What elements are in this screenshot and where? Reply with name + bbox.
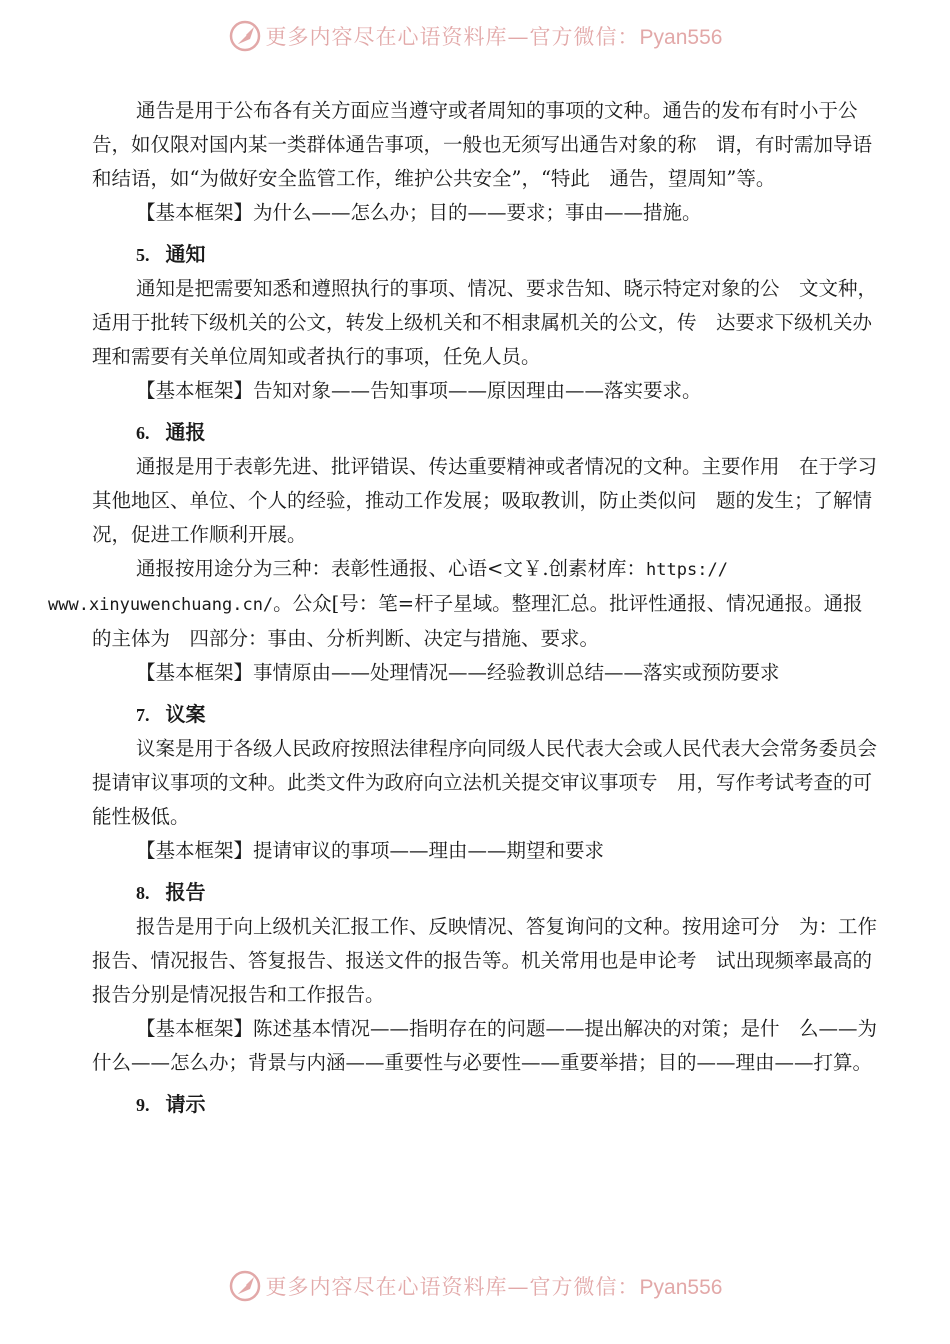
- header-banner: [0, 14, 950, 58]
- section-heading-9: 9. 请示: [136, 1094, 206, 1116]
- document-body: [48, 94, 882, 1122]
- wechat-id: Pyan556: [639, 1276, 723, 1299]
- section-heading-5: 5. 通知: [136, 244, 206, 266]
- section-7-framework: 【基本框架】提请审议的事项——理由——期望和要求: [136, 839, 605, 862]
- intro-paragraph: 通告是用于公布各有关方面应当遵守或者周知的事项的文种。通告的发布有时小于公告，如仅限对国内某一类群体通告事项，一般也无须写出通告对象的称 谓，有时需加导语和结语，如“为做好安全监管工作，维护公共安全”，“特此 通告，望周知”等。: [92, 99, 873, 190]
- url-text: https://: [646, 560, 728, 580]
- footer-banner: [0, 1264, 950, 1308]
- section-5-framework: 【基本框架】告知对象——告知事项——原因理由——落实要求。: [136, 379, 702, 402]
- url-text-continued: www.xinyuwenchuang.cn/: [48, 595, 274, 615]
- section-6-paragraph: 通报是用于表彰先进、批评错误、传达重要精神或者情况的文种。主要作用 在于学习其他地区、单位、个人的经验，推动工作发展；吸取教训，防止类似问 题的发生；了解情况，促进工作顺利开展。: [92, 455, 878, 546]
- section-5-paragraph: 通知是把需要知悉和遵照执行的事项、情况、要求告知、晓示特定对象的公 文文种，适用于批转下级机关的公文，转发上级机关和不相隶属机关的公文，传 达要求下级机关办理和需要有关单位周知或者执行的事项，任免人员。: [92, 277, 878, 368]
- intro-framework: 【基本框架】为什么——怎么办；目的——要求；事由——措施。: [136, 201, 702, 224]
- banner-text: 更多内容尽在心语资料库—官方微信：Pyan556: [265, 1275, 723, 1299]
- quill-logo-icon: [228, 19, 262, 53]
- section-heading-8: 8. 报告: [136, 882, 206, 904]
- banner-text: 更多内容尽在心语资料库—官方微信：Pyan556: [265, 25, 723, 49]
- section-heading-7: 7. 议案: [136, 704, 206, 726]
- wechat-id: Pyan556: [639, 26, 723, 49]
- section-heading-6: 6. 通报: [136, 422, 206, 444]
- section-8-framework: 【基本框架】陈述基本情况——指明存在的问题——提出解决的对策；是什 么——为什么——怎么办；背景与内涵——重要性与必要性——重要举措；目的——理由——打算。: [92, 1017, 878, 1074]
- quill-logo-icon: [228, 1269, 262, 1303]
- section-6-framework: 【基本框架】事情原由——处理情况——经验教训总结——落实或预防要求: [136, 661, 780, 684]
- section-7-paragraph: 议案是用于各级人民政府按照法律程序向同级人民代表大会或人民代表大会常务委员会提请审议事项的文种。此类文件为政府向立法机关提交审议事项专 用，写作考试考查的可能性极低。: [92, 737, 878, 828]
- section-6-types-paragraph: 通报按用途分为三种：表彰性通报、心语<文￥.创素材库：https:// www.xinyuwenchuang.cn/。公众[号：笔=杆子星域。整理汇总。批评性通报、情况通报。通报的主体为 四部分：事由、分析判断、决定与措施、要求。: [48, 557, 863, 650]
- section-8-paragraph: 报告是用于向上级机关汇报工作、反映情况、答复询问的文种。按用途可分 为：工作报告、情况报告、答复报告、报送文件的报告等。机关常用也是申论考 试出现频率最高的报告分别是情况报告和工作报告。: [92, 915, 878, 1006]
